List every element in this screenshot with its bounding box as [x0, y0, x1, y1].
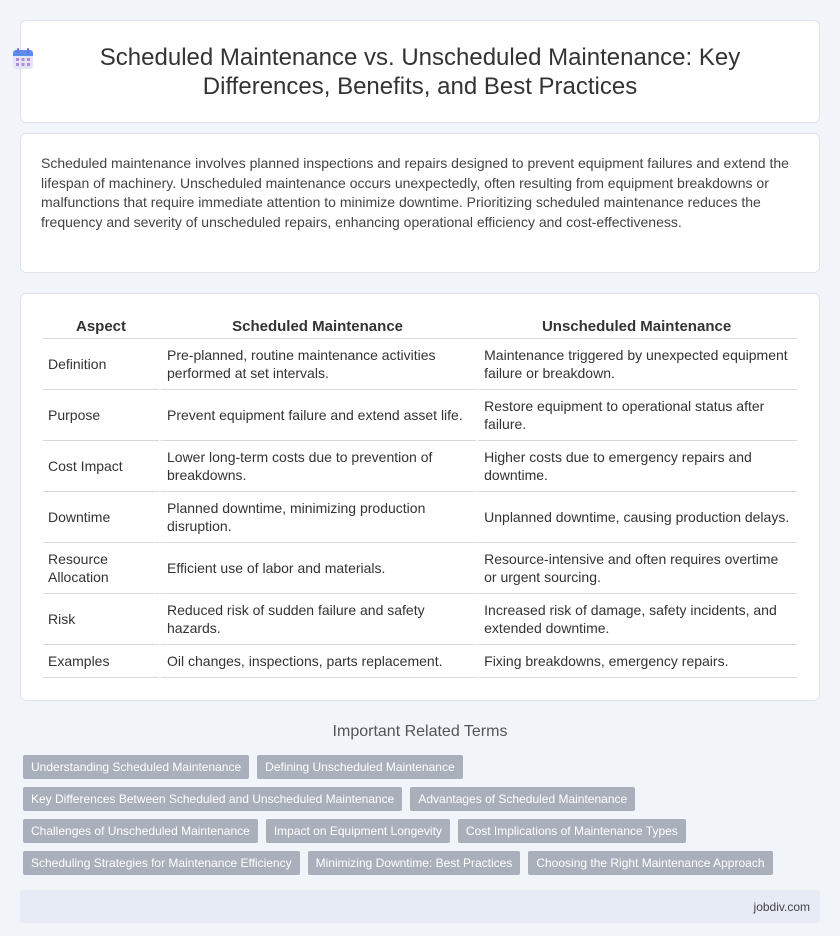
row-aspect: Examples [43, 645, 159, 678]
row-unscheduled: Resource-intensive and often requires overtime or urgent sourcing. [476, 543, 797, 594]
row-aspect: Cost Impact [43, 441, 159, 492]
footer [20, 890, 820, 923]
footer-site-link[interactable]: jobdiv.com [753, 899, 810, 914]
related-term-tag[interactable]: Minimizing Downtime: Best Practices [308, 851, 521, 875]
row-unscheduled: Fixing breakdowns, emergency repairs. [476, 645, 797, 678]
row-scheduled: Reduced risk of sudden failure and safety hazards. [159, 594, 476, 645]
table-row [43, 441, 797, 492]
related-term-tag[interactable]: Scheduling Strategies for Maintenance Efficiency [23, 851, 300, 875]
row-unscheduled: Unplanned downtime, causing production delays. [476, 492, 797, 543]
related-term-tag[interactable]: Choosing the Right Maintenance Approach [528, 851, 772, 875]
intro-card [20, 133, 820, 273]
table-row [43, 492, 797, 543]
table-row [43, 594, 797, 645]
row-unscheduled: Maintenance triggered by unexpected equipment failure or breakdown. [476, 339, 797, 390]
row-scheduled: Oil changes, inspections, parts replacement. [159, 645, 476, 678]
header-card [20, 20, 820, 123]
page-title: Scheduled Maintenance vs. Unscheduled Maintenance: Key Differences, Benefits, and Best Practices [99, 43, 741, 100]
related-term-tag[interactable]: Understanding Scheduled Maintenance [23, 755, 249, 779]
table-row [43, 390, 797, 441]
row-unscheduled: Increased risk of damage, safety incidents, and extended downtime. [476, 594, 797, 645]
related-term-tag[interactable]: Impact on Equipment Longevity [266, 819, 450, 843]
related-term-tag[interactable]: Defining Unscheduled Maintenance [257, 755, 462, 779]
row-scheduled: Lower long-term costs due to prevention of breakdowns. [159, 441, 476, 492]
table-row [43, 339, 797, 390]
row-aspect: Purpose [43, 390, 159, 441]
header-inner [61, 43, 779, 101]
related-term-tag[interactable]: Key Differences Between Scheduled and Unscheduled Maintenance [23, 787, 402, 811]
comparison-table [43, 312, 797, 678]
row-scheduled: Prevent equipment failure and extend asset life. [159, 390, 476, 441]
header-scheduled: Scheduled Maintenance [159, 312, 476, 339]
header-unscheduled: Unscheduled Maintenance [476, 312, 797, 339]
related-term-tag[interactable]: Cost Implications of Maintenance Types [458, 819, 686, 843]
table-row [43, 543, 797, 594]
table-row [43, 645, 797, 678]
table-header-row [43, 312, 797, 339]
row-scheduled: Efficient use of labor and materials. [159, 543, 476, 594]
related-terms-list [23, 755, 820, 875]
row-aspect: Risk [43, 594, 159, 645]
related-terms-title: Important Related Terms [332, 723, 508, 740]
row-unscheduled: Restore equipment to operational status after failure. [476, 390, 797, 441]
row-aspect: Downtime [43, 492, 159, 543]
intro-text: Scheduled maintenance involves planned inspections and repairs designed to prevent equipment failures and extend the lifespan of machinery. Unscheduled maintenance occurs unexpectedly, often resulting from equipment breakdowns or malfunctions that require immediate attention to minimize downtime. Prioritizing scheduled maintenance reduces the frequency and severity of unscheduled repairs, enhancing operational efficiency and cost-effectiveness. [41, 155, 789, 230]
row-aspect: Resource Allocation [43, 543, 159, 594]
related-term-tag[interactable]: Challenges of Unscheduled Maintenance [23, 819, 258, 843]
row-aspect: Definition [43, 339, 159, 390]
row-scheduled: Planned downtime, minimizing production disruption. [159, 492, 476, 543]
row-unscheduled: Higher costs due to emergency repairs and downtime. [476, 441, 797, 492]
comparison-table-card [20, 293, 820, 701]
header-aspect: Aspect [43, 312, 159, 339]
calendar-icon [11, 47, 35, 71]
row-scheduled: Pre-planned, routine maintenance activities performed at set intervals. [159, 339, 476, 390]
related-term-tag[interactable]: Advantages of Scheduled Maintenance [410, 787, 635, 811]
